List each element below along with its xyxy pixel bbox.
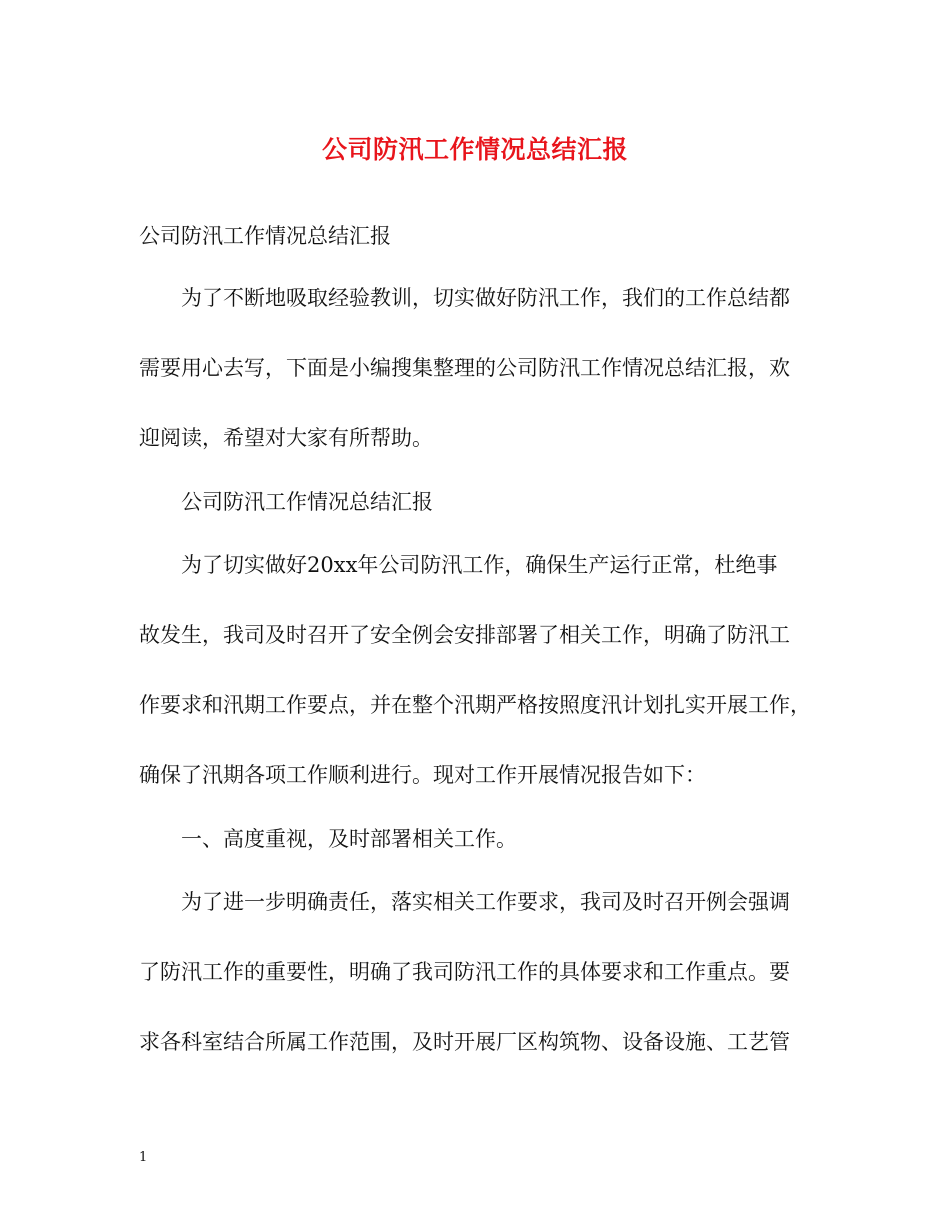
page-number: 1: [139, 1150, 148, 1165]
paragraph-line: 故发生，我司及时召开了安全例会安排部署了相关工作，明确了防汛工: [139, 623, 790, 647]
paragraph-line: 了防汛工作的重要性，明确了我司防汛工作的具体要求和工作重点。要: [139, 960, 790, 984]
paragraph-line: 确保了汛期各项工作顺利进行。现对工作开展情况报告如下：: [139, 763, 706, 787]
section-heading-line: 一、高度重视，及时部署相关工作。: [181, 827, 517, 851]
paragraph-line: 作要求和汛期工作要点，并在整个汛期严格按照度汛计划扎实开展工作，: [139, 693, 811, 717]
paragraph-line: 求各科室结合所属工作范围，及时开展厂区构筑物、设备设施、工艺管: [139, 1030, 790, 1054]
paragraph-line: 迎阅读，希望对大家有所帮助。: [139, 426, 433, 450]
paragraph-line: 需要用心去写，下面是小编搜集整理的公司防汛工作情况总结汇报，欢: [139, 356, 790, 380]
paragraph-line: 为了不断地吸取经验教训，切实做好防汛工作，我们的工作总结都: [181, 286, 790, 310]
paragraph-line: 为了进一步明确责任，落实相关工作要求，我司及时召开例会强调: [181, 890, 790, 914]
subheading-line: 公司防汛工作情况总结汇报: [181, 490, 433, 514]
document-title: 公司防汛工作情况总结汇报: [321, 135, 628, 164]
paragraph-line: 为了切实做好20xx年公司防汛工作，确保生产运行正常，杜绝事: [181, 553, 778, 577]
heading-line: 公司防汛工作情况总结汇报: [139, 224, 391, 248]
